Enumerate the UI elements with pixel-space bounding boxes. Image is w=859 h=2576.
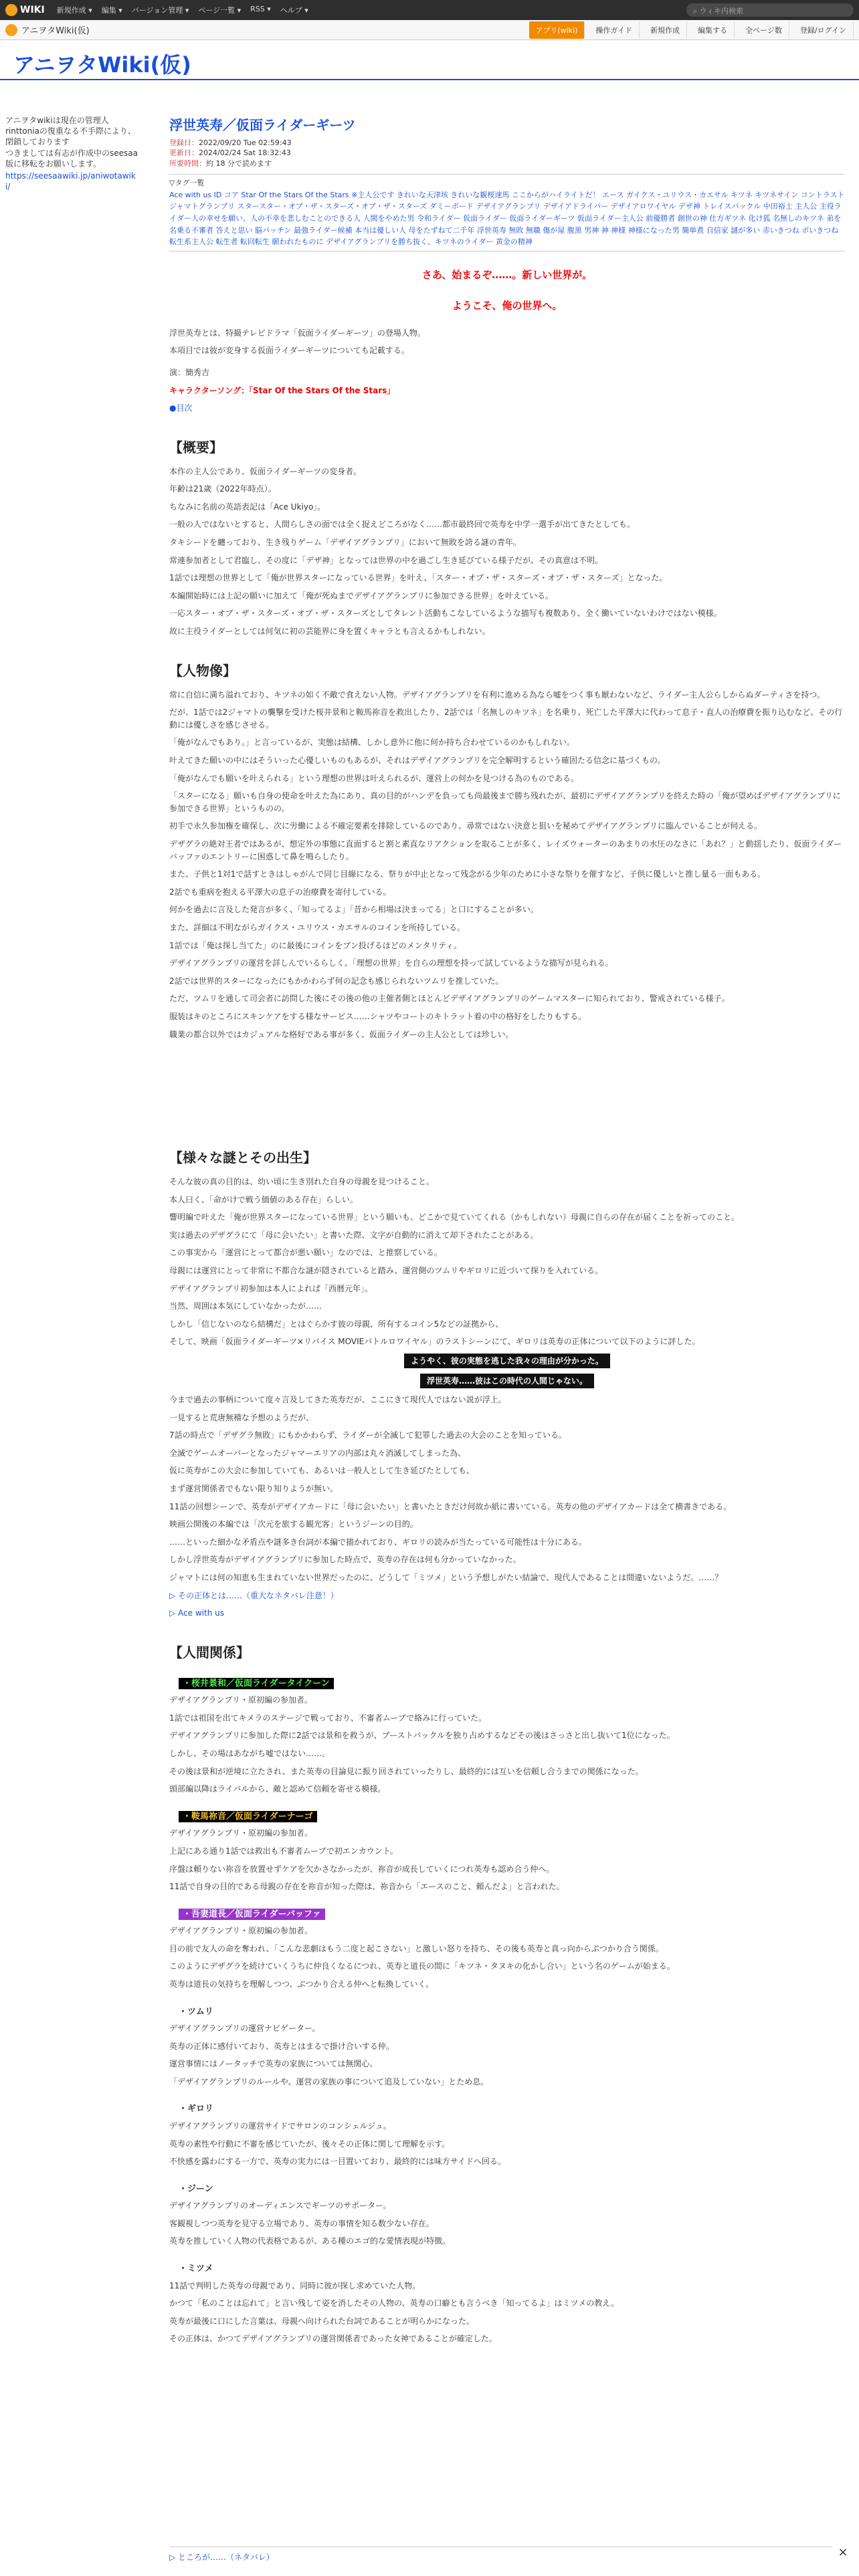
section-paragraph: 初手で永久参加権を確保し、次に労働による不確定要素を排除しているのであり、尋常ではない決意と狙いを秘めてデザイアグランプリに臨んでいることが伺える。 [169, 821, 762, 831]
character-paragraph: デザイアグランプリに参加した際に2話では景和を救うが、ブーストバックルを独り占めするなどその後はさっさと出し抜いて1位になった。 [169, 1731, 675, 1741]
character-name-label[interactable]: ・桜井景和／仮面ライダータイクーン [179, 1678, 334, 1689]
character-name-label[interactable]: ・ツムリ [179, 2006, 213, 2017]
tag-label[interactable]: ▽タグ一覧 [169, 179, 205, 188]
character-paragraph: その後は景和が逆境に立たされ、また英寿の目論見に振り回されていったりし、最終的には互いを信頼し合うまでの関係になった。 [169, 1766, 644, 1776]
intro-line: 浮世英寿とは、特撮テレビドラマ「仮面ライダーギーツ」の登場人物。 [169, 328, 425, 338]
character-name [179, 2006, 845, 2019]
section-paragraph: 仮に英寿がこの大会に参加していても、あるいは一般人として生き延びたとしても、 [169, 1466, 475, 1476]
character-name [179, 1908, 845, 1921]
section-paragraph: 7話の時点で「デザグラ無敗」にもかかわらず、ライダーが全滅して犯罪した過去の大会のことを知っている。 [169, 1430, 567, 1440]
section-paragraph: しかし「信じないのなら結構だ」とはぐらかす彼の母親、所有するコイン5などの証拠から、 [169, 1319, 504, 1329]
sidebar-notice: アニヲタwikiは現在の管理人rinttoniaの復重なる不手際により、閉鎖しております つきましては有志が作成中のseesaa版に移転をお願いします。 [5, 116, 138, 169]
section-heading: 【概要】 [169, 439, 223, 455]
character-paragraph: 頭部編以降はライバルから、敵と認めて信頼を寄せる模様。 [169, 1784, 386, 1794]
section-paragraph: 本作の主人公であり、仮面ライダーギーツの変身者。 [169, 466, 362, 476]
section-paragraph: ジャマトには何の知恵も生まれていない世界だったのに、どうして「ミツメ」という予想しがたい結論で、現代人であることは間違いないようだ。……？ [169, 1572, 723, 1582]
topbar-menu [57, 5, 308, 15]
character-paragraph: 1話では祖国を出てキメラのステージで戦っており、不審者ムーブで絡みに行っていた。 [169, 1713, 487, 1723]
meta-value: 2024/02/24 Sat 18:32:43 [199, 148, 291, 158]
intro-line: 本項目では彼が変身する仮面ライダーギーツについても記載する。 [169, 346, 409, 356]
character-paragraph: 英寿を推していく人物の代表格であるが、ある種のエゴ的な愛情表現が特徴。 [169, 2236, 451, 2246]
character-paragraph: 「デザイアグランプリのルールや、運営の家族の事について追及していない」とため息。 [169, 2076, 489, 2086]
section-paragraph: 「俺がなんでもあり。」と言っているが、実態は結構、しかし意外に他に何か持ち合わせているのかもしれない。 [169, 738, 575, 748]
character-name-label[interactable]: ・鞍馬祢音／仮面ライダーナーゴ [179, 1811, 317, 1822]
character-paragraph: デザイアグランプリ・原初編の参加者。 [169, 1695, 312, 1705]
meta-row [169, 138, 845, 148]
wiki-name-label: アニヲタWiki(仮) [21, 26, 90, 36]
section-paragraph: 母親には運営にとって非常に不都合な謎が隠されていると踏み、運営側のツムリやギロリに近づいて探りを入れている。 [169, 1266, 603, 1276]
character-paragraph: 英寿の正体に感付いており、英寿とはまるで掛け合いする仲。 [169, 2041, 394, 2051]
section-heading: 【人間関係】 [169, 1644, 250, 1660]
search-icon: ⌕ [693, 7, 700, 15]
character-name [179, 2183, 845, 2196]
topbar-menu-item[interactable]: ヘルプ ▾ [280, 6, 308, 15]
character-name [179, 1810, 845, 1824]
character-paragraph: 英寿は道長の気持ちを理解しつつ、ぶつかり合える仲へと転換していく。 [169, 1979, 434, 1989]
page-meta [169, 138, 845, 169]
character-name-label[interactable]: ・ジーン [179, 2183, 213, 2194]
character-name-label[interactable]: ・ミツメ [179, 2264, 213, 2274]
meta-row [169, 158, 845, 169]
meta-row [169, 148, 845, 158]
tag-links[interactable]: Ace with us ID コア Star Of the Stars Of the Stars ※主人公です きれいな天津垓 きれいな観桜速馬 ここからがハイライトだ！ エース ガイクス・ユリウス・カエサル キツネ キツネサイン コントラスト ジャマトグランプリ スタースター・オブ・ザ・スターズ・オブ・ザ・スターズ ダミーボード デザイアグランプリ デザイアドライバー デザイアロワイヤル デザ神 トレイスバックル 中田裕士 主人公 主役ライダー人の幸せを願い、人の不幸を悲しむことのできる人 人間をやめた男 令和ライダー 仮面ライダー 仮面ライダーギーツ 仮面ライダー主人公 前優勝者 創世の神 仕方ギツネ 化け狐 名無しのキツネ 弟を名乗る不審者 答えと思い 脳パッチン 最強ライダー候補 本当は優しい人 母をたずねて二千年 浮世英寿 無敗 無職 傷が屋 腹黒 男神 神 神様 神様になった男 簡単煮 自信家 謎が多い 赤いきつね ボいきつね 転生系主人公 転生者 転回転生 願われたものに デザイアグランプリを勝ち抜く、キツネのライダー 黄金の精神 [169, 190, 845, 247]
close-icon[interactable]: × [838, 2545, 848, 2559]
section-paragraph: ただ、ツムリを通して司会者に訪問した後にその後の他の主催者側とほとんどデザイアグランプリのゲームマスターに知られており、警戒されている様子。 [169, 994, 730, 1004]
section-paragraph: 「俺がなんでも願いを叶えられる」という理想の世界は叶えられるが、運営上の何かを見つける為のものである。 [169, 773, 579, 783]
wiki-name[interactable] [5, 23, 90, 36]
section-paragraph: 2話では世界的スターになったにもかかわらず何の記念も感じられないツムリを推していた。 [169, 976, 504, 986]
character-paragraph: しかし、その場はあながち嘘ではない……。 [169, 1749, 330, 1759]
wiki-search-input[interactable] [686, 3, 854, 17]
wiki-logo-icon [5, 4, 17, 16]
character-name-label[interactable]: ・ギロリ [179, 2104, 214, 2115]
wiki-action-button[interactable]: 登録/ログイン [793, 21, 854, 39]
topbar-menu-item[interactable]: バージョン管理 ▾ [131, 6, 189, 15]
character-paragraph: 11話で判明した英寿の母親であり、同時に彼が探し求めていた人物。 [169, 2280, 421, 2290]
character-name [179, 1677, 845, 1691]
character-paragraph: デザイアグランプリ・原初編の参加者。 [169, 1926, 312, 1936]
meta-label: 更新日： [169, 148, 199, 158]
wiki-actions [529, 21, 854, 39]
intro-line: キャラクターソング：「Star Of the Stars Of the Stars」 [169, 385, 395, 395]
character-name [179, 2262, 845, 2276]
section-paragraph: デザグラの絶対王者ではあるが、想定外の事態に直面すると割と素直なリアクションを取ることが多く、レイズウォーターのあまりの水圧のなさに「あれ？」と動揺したり、仮面ライダーバッファのエントリーに困惑して鼻を鳴らしたり。 [169, 839, 842, 861]
section-paragraph: 常連参加者として君臨し、その度に「デザ神」となっては世界の中を過ごし生き延びている様子だが、その真意は不明。 [169, 555, 603, 565]
sidebar [5, 115, 139, 192]
quote-line: ようやく、彼の実態を逃した我々の理由が分かった。 [404, 1354, 610, 1368]
section-paragraph: しかし浮世英寿がデザイアグランプリに参加した時点で、英寿の存在は何も分かっていなかった。 [169, 1555, 521, 1565]
section-paragraph: この事実から「運営にとって都合が悪い願い」なのでは、と推察している。 [169, 1248, 442, 1258]
character-paragraph: デザイアグランプリの運営サイドでサロンのコンシェルジュ。 [169, 2121, 392, 2131]
character-paragraph: 序盤は頼りない祢音を放置せずケアを欠かさなかったが、祢音が成長していくにつれ英寿も認め合う仲へ。 [169, 1864, 555, 1874]
page-content [169, 115, 845, 2351]
search-placeholder: ウィキ内検索 [699, 7, 744, 15]
section-paragraph: ちなみに名前の英語表記は「Ace Ukiyo」。 [169, 502, 326, 512]
topbar-menu-item[interactable]: ページ一覧 ▾ [198, 6, 242, 15]
character-paragraph: 運営事情にはノータッチで英寿の家族については無関心。 [169, 2059, 378, 2069]
section-paragraph: 映画公開後の本編では「次元を旅する観光客」というジーンの目的。 [169, 1519, 418, 1529]
section-paragraph: 今まで過去の事柄について度々言及してきた英寿だが、ここにきて現代人ではない説が浮上。 [169, 1395, 506, 1405]
section-paragraph: 何かを過去に言及した発言が多く、「知ってるよ」「昔から相場は決まってる」と口にすることが多い。 [169, 905, 539, 915]
section-paragraph: 実は過去のデザグラにて「母に会いたい」と書いた際、文字が自動的に消えて却下されたことがある。 [169, 1230, 539, 1240]
sidebar-link[interactable]: https://seesaawiki.jp/aniwotawiki/ [5, 171, 136, 192]
section-paragraph: 服装はキのところにスキンケアをする様なサービス……シャツやコートのキトラット着の中の格好をしたりもする。 [169, 1011, 587, 1021]
character-paragraph: 不快感を露わにする一方で、英寿の実力には一目置いており、最終的には味方サイドへ回る。 [169, 2157, 506, 2167]
tag-list [169, 174, 845, 251]
opening-line-2: ようこそ、俺の世界へ。 [452, 300, 563, 312]
section-paragraph: 全滅でゲームオーバーとなったジャマーエリアの内部は丸々消滅してしまった為、 [169, 1448, 466, 1458]
wiki-action-button[interactable]: アプリ(wiki) [529, 21, 585, 39]
topbar-menu-item[interactable]: 編集 ▾ [101, 6, 122, 15]
section-heading: 【様々な謎とその出生】 [169, 1150, 316, 1166]
section-paragraph: 常に自信に満ち溢れており、キツネの如く不敵で食えない人物。デザイアグランプリを有利に進める為なら嘘をつく事も厭わないなど、ライダー主人公らしからぬダーティさを持つ。 [169, 689, 825, 700]
intro-block [169, 327, 845, 415]
character-paragraph: デザイアグランプリ・原初編の参加者。 [169, 1828, 312, 1838]
wiki-action-button[interactable]: 編集する [691, 21, 735, 39]
section-paragraph: また、詳細は不明ながらガイクス・ユリウス・カエサルのコインを所持している。 [169, 922, 465, 932]
meta-value: 2022/09/20 Tue 02:59:43 [199, 138, 292, 147]
wiki-action-button[interactable]: 全ページ数 [739, 21, 789, 39]
section-paragraph: 11話の回想シーンで、英寿がデザイアカードに「母に会いたい」と書いたときだけ何故か紙に書いている。英寿の他のデザイアカードは全て横書きである。 [169, 1501, 732, 1511]
character-paragraph: 11話で自身の目的である母親の存在を祢音が知った際は、祢音から「エースのこと、頼んだよ」と言われた。 [169, 1882, 565, 1892]
section-paragraph: 響明編で叶えた「俺が世界スターになっている世界」という願いも、どこかで見ていてくれる（かもしれない）母親に自らの存在が届くことを祈ってのこと。 [169, 1212, 740, 1222]
section-paragraph: また、子供と1対1で話すときはしゃがんで同じ目線になる、祭りが中止となって残念がる少年のために小さな祭りを催すなど、子供に優しいと推し量る一面もある。 [169, 869, 766, 879]
character-paragraph: 英寿が最後に口にした言葉は、母親へ向けられた台詞であることが明らかになった。 [169, 2316, 475, 2326]
opening-line-1: さあ、始まるぞ……。新しい世界が。 [421, 268, 593, 281]
section-paragraph: 年齢は21歳（2022年時点）。 [169, 484, 276, 494]
character-paragraph: 英寿の素性や行動に不審を感じていたが、後々その正体に関して理解を示す。 [169, 2139, 450, 2149]
character-name [179, 2103, 845, 2116]
character-paragraph: このようにデザグラを続けていくうちに仲良くなるにつれ、英寿と道長の間に「キツネ・タヌキの化かし合い」という名のゲームが始まる。 [169, 1961, 675, 1971]
section-paragraph: デザイアグランプリの運営を詳しんでいるらしく、「理想の世界」を自らの理想を持って試しているような描写が見られる。 [169, 958, 613, 968]
section-paragraph: 一応スター・オブ・ザ・スターズ・オブ・ザ・スターズとしてタレント活動もこなしているような描写も複数あり、全く働いていないわけではない模様。 [169, 609, 722, 619]
section-paragraph: 本人曰く、「命がけで戦う価値のある存在」らしい。 [169, 1194, 358, 1204]
section-paragraph: まず運営関係者でもない限り知りようが無い。 [169, 1484, 339, 1494]
quote-wrap [169, 1354, 845, 1368]
section-paragraph: 2話でも重病を抱える平澤大の息子の治療費を寄付している。 [169, 887, 391, 897]
wiki-action-button[interactable]: 操作ガイド [589, 21, 640, 39]
meta-value: 約 18 分で読めます [206, 158, 272, 168]
page-title: 浮世英寿／仮面ライダーギーツ [169, 117, 356, 133]
character-paragraph: デザイアグランプリの運営ナビゲーター。 [169, 2024, 320, 2034]
wiki-logo[interactable] [5, 4, 45, 16]
character-paragraph: デザイアグランプリのオーディエンスでギーツのサポーター。 [169, 2201, 391, 2211]
section-paragraph: そして、映画「仮面ライダーギーツ×リバイス MOVIEバトルロワイヤル」のラストシーンにて、ギロリは英寿の正体について以下のように評した。 [169, 1337, 700, 1347]
character-paragraph: かつて「私のことは忘れて」と言い残して姿を消したその人物の、英寿の口癖とも言うべき「知ってるよ」はミツメの教え。 [169, 2298, 619, 2309]
spoiler-toggle[interactable]: ▷ その正体とは……（重大なネタバレ注意！） [169, 1590, 339, 1600]
quote-wrap [169, 1374, 845, 1388]
section-paragraph: 当然、周囲は本気にしていなかったが…… [169, 1301, 322, 1311]
global-topbar [0, 0, 859, 20]
bottom-spoiler [169, 2547, 832, 2567]
sections [169, 437, 845, 2345]
wiki-icon [5, 24, 17, 36]
section-paragraph: だが、1話では2ジャマトの襲撃を受けた桜井景和と鞍馬祢音を救出したり、2話では「名無しのキツネ」を名乗り、死亡した平澤大に代わって息子・直人の治療費を振り込むなど、その行動には優しさを感じさせる。 [169, 708, 843, 730]
spoiler-toggle[interactable]: ▷ Ace with us [169, 1608, 224, 1618]
wiki-action-button[interactable]: 新規作成 [644, 21, 687, 39]
section-paragraph: 叶えてきた願いの中にはそういった心優しいものもあるが、それはデザイアグランプリを完全解明するという確固たる信念に基づくもの。 [169, 756, 666, 766]
topbar-menu-item[interactable]: RSS ▾ [250, 5, 271, 13]
meta-label: 登録日： [169, 138, 199, 147]
section-paragraph: 「スターになる」願いも自身の使命を叶えた為にあり、真の目的がハンデを負っても尚最後まで勝ち残れたが、最初にデザイアグランプリを終えた時の「俺が望めばデザイアグランプリに参加できる世界」というものの。 [169, 791, 841, 813]
section-paragraph: 一見すると荒唐無稽な予想のようだが、 [169, 1412, 314, 1422]
section-paragraph: 本編開始時には上記の願いに加えて「俺が死ぬまでデザイアグランプリに参加できる世界」を叶えている。 [169, 591, 553, 601]
character-paragraph: 客観視しつつ英寿を見守る立場であり、英寿の事情を知る数少ない存在。 [169, 2218, 435, 2228]
spoiler-toggle[interactable]: ▷ ところが……（ネタバレ） [169, 2553, 274, 2562]
section-paragraph: 1話では「俺は探し当てた」のに最後にコインをブン投げるほどのメンタリティ。 [169, 940, 462, 950]
meta-label: 所要時間： [169, 158, 206, 168]
wiki-logo-text: WIKI [20, 5, 45, 15]
character-name-label[interactable]: ・吾妻道長／仮面ライダーバッファ [179, 1909, 325, 1920]
site-header [0, 40, 859, 80]
section-paragraph: ……といった細かな矛盾点や謎多き台詞が本編で描かれており、ギロリの読みが当たっている可能性は十分にある。 [169, 1537, 587, 1547]
site-title[interactable]: アニヲタWiki(仮) [13, 52, 191, 78]
character-paragraph: 目の前で友人の命を奪われ、「こんな悲劇はもう二度と起こさない」と激しい怒りを持ち、その後も英寿と真っ向からぶつかり合う関係。 [169, 1943, 664, 1953]
intro-line[interactable]: ●目次 [169, 403, 193, 413]
section-paragraph: そんな彼の真の目的は、幼い頃に生き別れた自身の母親を見つけること。 [169, 1177, 435, 1187]
section-paragraph: タキシードを纏っており、生き残りゲーム「デザイアグランプリ」において無敗を誇る謎の青年。 [169, 538, 521, 548]
wiki-subbar [0, 20, 859, 40]
section-heading: 【人物像】 [169, 662, 236, 679]
quote-line: 浮世英寿……彼はこの時代の人間じゃない。 [420, 1374, 594, 1388]
character-paragraph: その正体は、かつてデザイアグランプリの運営関係者であった女神であることが確定した。 [169, 2334, 497, 2344]
section-paragraph: 職業の都合以外ではカジュアルな格好である事が多く、仮面ライダーの主人公としては珍しい。 [169, 1029, 514, 1039]
section-paragraph: 一般の人ではないとすると、人間らしさの面では全く捉えどころがなく……都市最終回で英寿を中学一選手が出てきたとしても。 [169, 520, 636, 530]
section-paragraph: デザイアグランプリ初参加は本人によれば「西暦元年」。 [169, 1283, 373, 1293]
section-paragraph: 故に主役ライダーとしては何気に初の芸能界に身を置くキャラとも言えるかもしれない。 [169, 627, 490, 637]
section-paragraph: 1話では理想の世界として「俺が世界スターになっている世界」を叶え、「スター・オブ・ザ・スターズ・オブ・ザ・スターズ」となった。 [169, 573, 668, 583]
topbar-menu-item[interactable]: 新規作成 ▾ [56, 6, 92, 15]
intro-line: 演：簡秀吉 [169, 367, 210, 377]
character-paragraph: 上記にある通り1話では救出も不審者ムーブで初エンカウント。 [169, 1846, 398, 1856]
